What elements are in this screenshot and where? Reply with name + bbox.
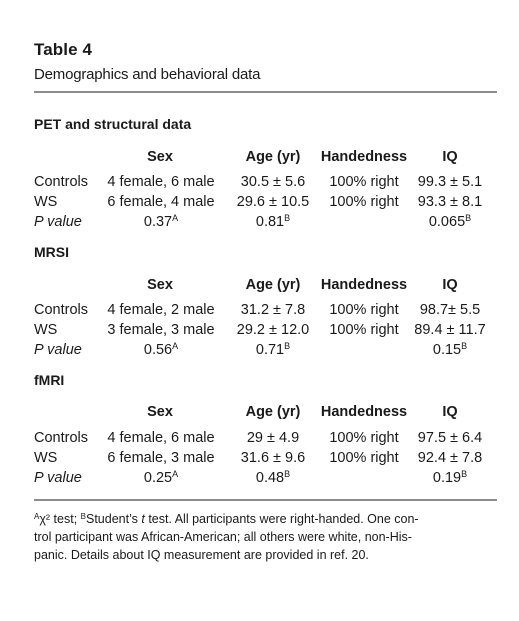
cell-age: 29.2 ± 12.0 (236, 322, 310, 338)
column-header-iq: IQ (442, 149, 458, 165)
footnote-marker: A (172, 213, 179, 223)
table-row (0, 430, 519, 450)
cell-sex: 4 female, 6 male (107, 430, 215, 446)
column-header-handedness: Handedness (320, 277, 408, 293)
cell-sex (75, 342, 247, 358)
cell-sex: 3 female, 3 male (107, 322, 215, 338)
p-value: 0.19 (432, 470, 462, 486)
cell-sex: 6 female, 4 male (107, 194, 215, 210)
cell-iq: 92.4 ± 7.8 (417, 450, 483, 466)
cell-age: 30.5 ± 5.6 (240, 174, 306, 190)
column-header-row (0, 277, 519, 297)
table-row (0, 450, 519, 470)
section-title: MRSI (34, 244, 69, 260)
footnote-italic: t (141, 512, 145, 526)
column-header-handedness: Handedness (320, 404, 408, 420)
footnote-line (34, 510, 494, 528)
column-header-iq: IQ (442, 277, 458, 293)
cell-iq (413, 470, 487, 486)
column-header-iq: IQ (442, 404, 458, 420)
footnote-marker: A (34, 512, 40, 521)
footnote-marker: A (172, 469, 179, 479)
column-header-age: Age (yr) (245, 149, 301, 165)
cell-iq: 98.7± 5.5 (419, 302, 481, 318)
footnote-marker: A (172, 341, 179, 351)
column-header-row (0, 149, 519, 169)
table-row (0, 302, 519, 322)
cell-handedness: 100% right (329, 322, 399, 338)
footnote-marker: B (284, 469, 291, 479)
cell-sex: 4 female, 2 male (107, 302, 215, 318)
cell-iq: 99.3 ± 5.1 (417, 174, 483, 190)
row-label: WS (34, 450, 58, 466)
p-value: 0.15 (432, 342, 462, 358)
footnote-marker: B (284, 341, 291, 351)
column-header-handedness: Handedness (320, 149, 408, 165)
footnote-marker: B (284, 213, 291, 223)
cell-age (236, 470, 310, 486)
cell-iq (413, 342, 487, 358)
cell-sex: 6 female, 3 male (107, 450, 215, 466)
row-label: Controls (34, 430, 88, 446)
bottom-rule (34, 499, 497, 501)
footnote-marker: B (465, 213, 472, 223)
row-label: Controls (34, 174, 88, 190)
column-header-sex: Sex (147, 277, 173, 293)
footnote-marker: B (461, 469, 468, 479)
p-value: 0.37 (143, 214, 173, 230)
column-header-age: Age (yr) (245, 404, 301, 420)
top-rule (34, 91, 497, 93)
column-header-age: Age (yr) (245, 277, 301, 293)
section-title: fMRI (34, 372, 65, 388)
table-row (0, 174, 519, 194)
row-label: WS (34, 194, 58, 210)
footnote-line: trol participant was African-American; all others were white, non-His- (34, 530, 412, 544)
footnote-marker: B (461, 341, 468, 351)
cell-age: 31.2 ± 7.8 (240, 302, 306, 318)
table-footnote (34, 510, 494, 564)
cell-age: 29 ± 4.9 (246, 430, 300, 446)
column-header-sex: Sex (147, 149, 173, 165)
table-title: Table 4 (34, 40, 93, 59)
cell-age (236, 342, 310, 358)
p-value: 0.71 (255, 342, 285, 358)
cell-handedness: 100% right (329, 430, 399, 446)
section-title: PET and structural data (34, 116, 192, 132)
table-row (0, 194, 519, 214)
column-header-sex: Sex (147, 404, 173, 420)
cell-sex (75, 470, 247, 486)
table-caption: Demographics and behavioral data (34, 66, 261, 83)
column-header-row (0, 404, 519, 424)
row-label: Controls (34, 302, 88, 318)
row-label: P value (34, 470, 82, 486)
footnote-text: Student’s (85, 512, 142, 526)
p-value: 0.48 (255, 470, 285, 486)
cell-iq: 89.4 ± 11.7 (414, 322, 486, 338)
p-value: 0.065 (428, 214, 466, 230)
cell-age (236, 214, 310, 230)
footnote-text: test. All participants were right-handed. One con- (144, 512, 419, 526)
footnote-marker: B (80, 512, 86, 521)
cell-handedness: 100% right (329, 450, 399, 466)
cell-handedness: 100% right (329, 302, 399, 318)
cell-handedness: 100% right (329, 174, 399, 190)
footnote-text: χ² test; (39, 512, 81, 526)
cell-iq (413, 214, 487, 230)
cell-handedness: 100% right (329, 194, 399, 210)
row-label: P value (34, 342, 82, 358)
cell-sex (75, 214, 247, 230)
cell-iq: 97.5 ± 6.4 (417, 430, 483, 446)
cell-iq: 93.3 ± 8.1 (417, 194, 483, 210)
p-value: 0.25 (143, 470, 173, 486)
footnote-line: panic. Details about IQ measurement are provided in ref. 20. (34, 548, 369, 562)
cell-age: 31.6 ± 9.6 (240, 450, 306, 466)
table-row (0, 322, 519, 342)
p-value: 0.56 (143, 342, 173, 358)
p-value: 0.81 (255, 214, 285, 230)
cell-age: 29.6 ± 10.5 (236, 194, 310, 210)
table-row (0, 342, 519, 362)
table-row (0, 470, 519, 490)
row-label: P value (34, 214, 82, 230)
row-label: WS (34, 322, 58, 338)
cell-sex: 4 female, 6 male (107, 174, 215, 190)
table-row (0, 214, 519, 234)
